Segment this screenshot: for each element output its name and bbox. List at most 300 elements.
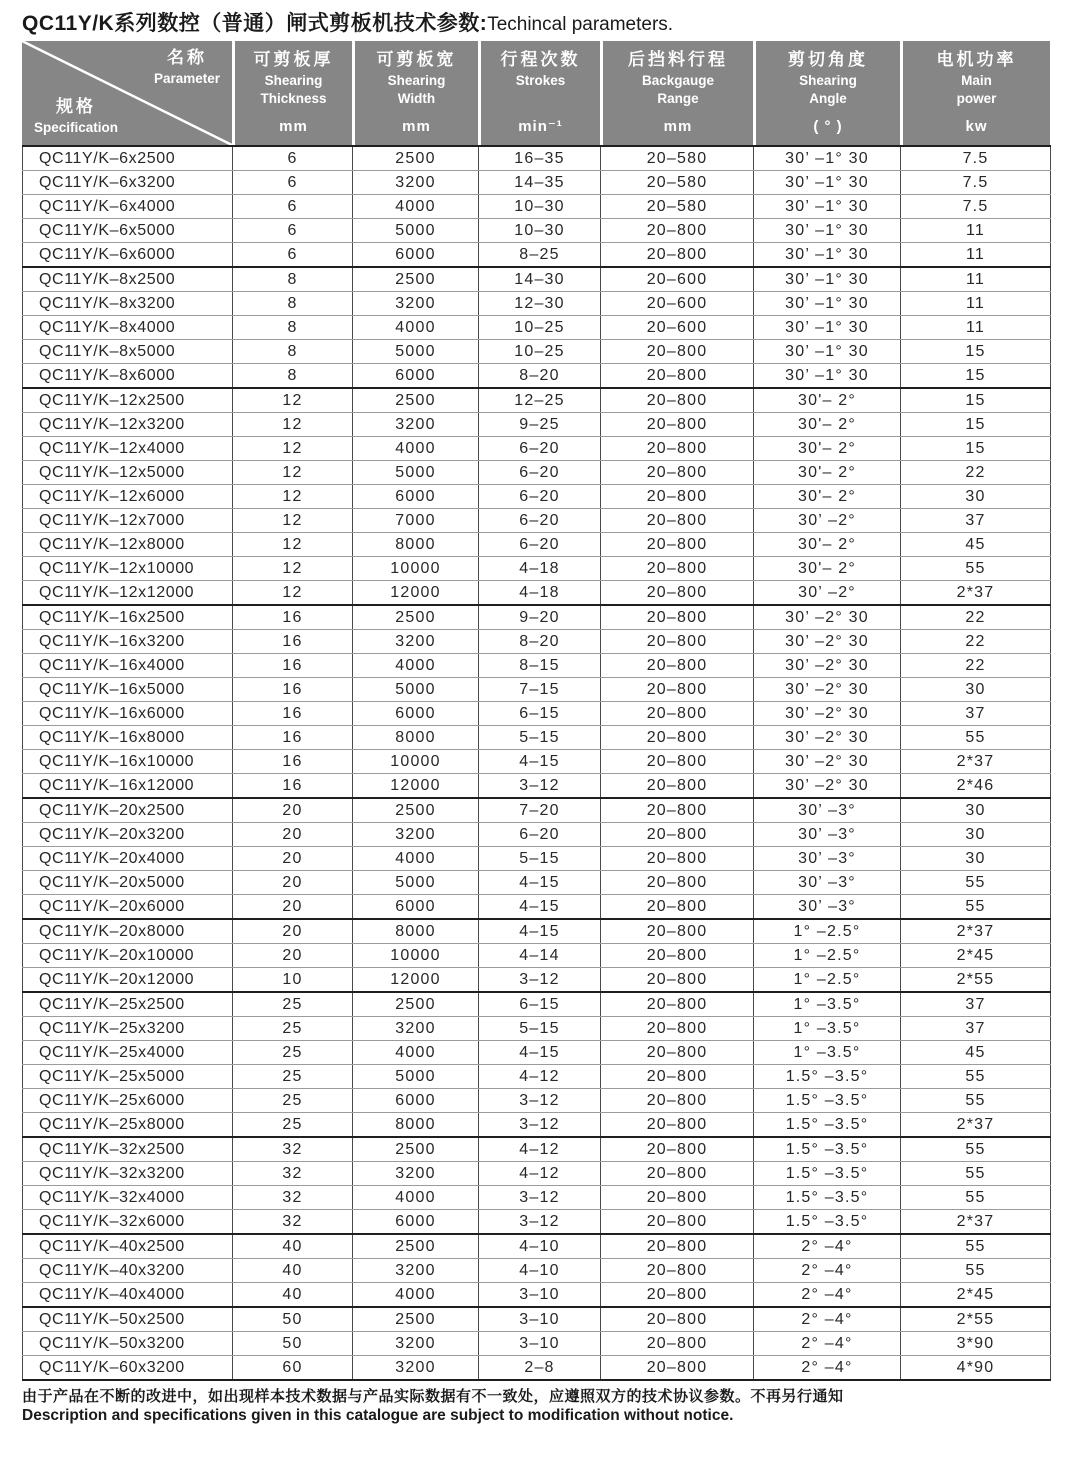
cell-main-power: 15: [901, 413, 1051, 437]
cell-shearing-thickness: 40: [233, 1259, 353, 1283]
cell-shearing-angle: 2° –4°: [754, 1283, 901, 1308]
cell-strokes: 3–10: [479, 1283, 601, 1308]
cell-strokes: 6–20: [479, 485, 601, 509]
header-unit: mm: [279, 118, 308, 135]
cell-shearing-angle: 30'– 2°: [754, 388, 901, 413]
cell-specification: QC11Y/K–16x4000: [23, 654, 233, 678]
cell-main-power: 2*37: [901, 919, 1051, 944]
cell-backgauge-range: 20–800: [601, 871, 754, 895]
cell-shearing-thickness: 32: [233, 1210, 353, 1235]
table-row: [23, 1065, 1051, 1089]
cell-shearing-angle: 1.5° –3.5°: [754, 1162, 901, 1186]
cell-strokes: 4–15: [479, 895, 601, 920]
cell-backgauge-range: 20–580: [601, 146, 754, 171]
cell-main-power: 7.5: [901, 146, 1051, 171]
corner-specification-en: Specification: [34, 120, 119, 136]
header-cell-shearing-thickness: [232, 41, 352, 145]
cell-shearing-width: 4000: [353, 195, 479, 219]
cell-main-power: 4*90: [901, 1356, 1051, 1381]
cell-shearing-thickness: 20: [233, 798, 353, 823]
table-row: [23, 1017, 1051, 1041]
cell-backgauge-range: 20–800: [601, 1162, 754, 1186]
cell-backgauge-range: 20–600: [601, 316, 754, 340]
cell-shearing-angle: 30’ –2° 30: [754, 774, 901, 799]
parameters-table-body-wrap: [22, 145, 1051, 1381]
cell-shearing-angle: 1° –2.5°: [754, 919, 901, 944]
cell-shearing-thickness: 16: [233, 726, 353, 750]
cell-shearing-angle: 30'– 2°: [754, 485, 901, 509]
header-en: Strokes: [515, 73, 566, 89]
cell-shearing-width: 2500: [353, 1137, 479, 1162]
cell-shearing-width: 3200: [353, 171, 479, 195]
cell-main-power: 2*37: [901, 1210, 1051, 1235]
header-zh: 剪切角度: [788, 50, 868, 69]
cell-main-power: 55: [901, 1186, 1051, 1210]
cell-backgauge-range: 20–800: [601, 1234, 754, 1259]
cell-main-power: 2*37: [901, 750, 1051, 774]
cell-specification: QC11Y/K–20x8000: [23, 919, 233, 944]
cell-backgauge-range: 20–800: [601, 1017, 754, 1041]
cell-shearing-thickness: 12: [233, 485, 353, 509]
cell-specification: QC11Y/K–12x12000: [23, 581, 233, 606]
cell-shearing-angle: 30’ –1° 30: [754, 146, 901, 171]
cell-shearing-thickness: 25: [233, 992, 353, 1017]
cell-shearing-thickness: 32: [233, 1137, 353, 1162]
cell-shearing-angle: 30’ –2° 30: [754, 702, 901, 726]
cell-backgauge-range: 20–800: [601, 388, 754, 413]
cell-shearing-width: 4000: [353, 1283, 479, 1308]
cell-main-power: 37: [901, 702, 1051, 726]
cell-strokes: 3–12: [479, 1210, 601, 1235]
table-row: [23, 1089, 1051, 1113]
cell-shearing-width: 6000: [353, 1089, 479, 1113]
cell-backgauge-range: 20–800: [601, 1332, 754, 1356]
cell-specification: QC11Y/K–16x12000: [23, 774, 233, 799]
header-zh: 行程次数: [500, 50, 581, 69]
table-row: [23, 485, 1051, 509]
cell-strokes: 16–35: [479, 146, 601, 171]
cell-specification: QC11Y/K–50x2500: [23, 1307, 233, 1332]
cell-shearing-thickness: 8: [233, 316, 353, 340]
cell-specification: QC11Y/K–6x4000: [23, 195, 233, 219]
cell-strokes: 5–15: [479, 726, 601, 750]
cell-main-power: 11: [901, 292, 1051, 316]
cell-shearing-angle: 30'– 2°: [754, 533, 901, 557]
cell-shearing-thickness: 8: [233, 267, 353, 292]
cell-backgauge-range: 20–800: [601, 219, 754, 243]
cell-main-power: 15: [901, 437, 1051, 461]
header-cell-shearing-angle: [753, 41, 900, 145]
cell-shearing-width: 6000: [353, 702, 479, 726]
cell-backgauge-range: 20–800: [601, 654, 754, 678]
cell-main-power: 22: [901, 630, 1051, 654]
page-title-en: Techincal parameters.: [487, 14, 674, 35]
cell-shearing-width: 2500: [353, 1234, 479, 1259]
cell-shearing-thickness: 12: [233, 413, 353, 437]
cell-strokes: 10–30: [479, 219, 601, 243]
cell-specification: QC11Y/K–25x8000: [23, 1113, 233, 1138]
cell-shearing-angle: 30’ –2° 30: [754, 654, 901, 678]
cell-specification: QC11Y/K–8x2500: [23, 267, 233, 292]
header-cell-strokes: [478, 41, 600, 145]
cell-specification: QC11Y/K–12x7000: [23, 509, 233, 533]
cell-shearing-thickness: 25: [233, 1089, 353, 1113]
cell-main-power: 55: [901, 1234, 1051, 1259]
table-row: [23, 702, 1051, 726]
cell-shearing-thickness: 16: [233, 630, 353, 654]
cell-strokes: 4–18: [479, 581, 601, 606]
cell-strokes: 4–15: [479, 871, 601, 895]
cell-shearing-angle: 30'– 2°: [754, 413, 901, 437]
cell-strokes: 6–15: [479, 702, 601, 726]
cell-specification: QC11Y/K–20x12000: [23, 968, 233, 993]
cell-shearing-thickness: 20: [233, 895, 353, 920]
cell-shearing-width: 2500: [353, 992, 479, 1017]
cell-main-power: 30: [901, 678, 1051, 702]
cell-main-power: 45: [901, 533, 1051, 557]
cell-shearing-angle: 1° –3.5°: [754, 992, 901, 1017]
cell-specification: QC11Y/K–6x5000: [23, 219, 233, 243]
cell-shearing-angle: 30’ –2° 30: [754, 630, 901, 654]
table-row: [23, 292, 1051, 316]
table-row: [23, 1162, 1051, 1186]
header-zh: 后挡料行程: [628, 50, 728, 69]
cell-shearing-angle: 1° –3.5°: [754, 1017, 901, 1041]
cell-main-power: 30: [901, 847, 1051, 871]
corner-specification-label: [34, 97, 118, 137]
cell-strokes: 4–15: [479, 750, 601, 774]
cell-shearing-thickness: 32: [233, 1186, 353, 1210]
cell-specification: QC11Y/K–20x10000: [23, 944, 233, 968]
cell-strokes: 4–10: [479, 1234, 601, 1259]
cell-shearing-angle: 30’ –1° 30: [754, 267, 901, 292]
cell-backgauge-range: 20–600: [601, 267, 754, 292]
table-row: [23, 316, 1051, 340]
cell-shearing-width: 8000: [353, 1113, 479, 1138]
cell-shearing-thickness: 50: [233, 1307, 353, 1332]
cell-strokes: 3–12: [479, 1089, 601, 1113]
cell-shearing-width: 8000: [353, 919, 479, 944]
cell-strokes: 5–15: [479, 847, 601, 871]
table-row: [23, 1259, 1051, 1283]
cell-main-power: 37: [901, 992, 1051, 1017]
cell-shearing-thickness: 12: [233, 461, 353, 485]
cell-specification: QC11Y/K–20x5000: [23, 871, 233, 895]
cell-shearing-angle: 30’ –1° 30: [754, 171, 901, 195]
cell-shearing-thickness: 16: [233, 605, 353, 630]
cell-main-power: 11: [901, 316, 1051, 340]
table-row: [23, 823, 1051, 847]
cell-main-power: 30: [901, 485, 1051, 509]
table-row: [23, 726, 1051, 750]
cell-shearing-width: 10000: [353, 750, 479, 774]
table-row: [23, 654, 1051, 678]
cell-specification: QC11Y/K–25x6000: [23, 1089, 233, 1113]
cell-main-power: 7.5: [901, 195, 1051, 219]
cell-shearing-thickness: 6: [233, 219, 353, 243]
cell-main-power: 11: [901, 267, 1051, 292]
cell-specification: QC11Y/K–12x4000: [23, 437, 233, 461]
cell-shearing-width: 2500: [353, 146, 479, 171]
cell-shearing-thickness: 6: [233, 171, 353, 195]
table-header: [22, 41, 1050, 145]
cell-shearing-width: 2500: [353, 267, 479, 292]
cell-shearing-width: 3200: [353, 1356, 479, 1381]
cell-specification: QC11Y/K–6x3200: [23, 171, 233, 195]
cell-shearing-angle: 30’ –2° 30: [754, 678, 901, 702]
table-row: [23, 195, 1051, 219]
cell-strokes: 7–20: [479, 798, 601, 823]
cell-specification: QC11Y/K–8x5000: [23, 340, 233, 364]
header-unit: mm: [402, 118, 431, 135]
cell-main-power: 30: [901, 798, 1051, 823]
table-row: [23, 388, 1051, 413]
table-row: [23, 1356, 1051, 1381]
cell-shearing-thickness: 20: [233, 919, 353, 944]
cell-backgauge-range: 20–800: [601, 413, 754, 437]
cell-backgauge-range: 20–800: [601, 919, 754, 944]
cell-specification: QC11Y/K–20x4000: [23, 847, 233, 871]
cell-strokes: 6–20: [479, 533, 601, 557]
cell-shearing-width: 8000: [353, 533, 479, 557]
cell-specification: QC11Y/K–25x5000: [23, 1065, 233, 1089]
cell-shearing-thickness: 16: [233, 654, 353, 678]
cell-shearing-width: 5000: [353, 871, 479, 895]
cell-shearing-angle: 1.5° –3.5°: [754, 1210, 901, 1235]
header-unit: mm: [663, 118, 693, 135]
cell-shearing-width: 12000: [353, 968, 479, 993]
cell-shearing-width: 12000: [353, 774, 479, 799]
cell-shearing-width: 3200: [353, 1259, 479, 1283]
cell-shearing-width: 2500: [353, 388, 479, 413]
cell-backgauge-range: 20–800: [601, 895, 754, 920]
cell-specification: QC11Y/K–16x3200: [23, 630, 233, 654]
cell-backgauge-range: 20–800: [601, 630, 754, 654]
header-en: Shearing Width: [387, 73, 446, 106]
cell-main-power: 11: [901, 219, 1051, 243]
cell-shearing-angle: 2° –4°: [754, 1356, 901, 1381]
cell-shearing-angle: 2° –4°: [754, 1234, 901, 1259]
cell-shearing-thickness: 12: [233, 557, 353, 581]
cell-shearing-width: 10000: [353, 944, 479, 968]
cell-shearing-width: 8000: [353, 726, 479, 750]
cell-main-power: 37: [901, 509, 1051, 533]
header-cell-shearing-width: [352, 41, 478, 145]
table-row: [23, 1113, 1051, 1138]
cell-specification: QC11Y/K–12x5000: [23, 461, 233, 485]
header-zh: 可剪板厚: [253, 50, 334, 69]
cell-shearing-width: 3200: [353, 1162, 479, 1186]
cell-shearing-thickness: 6: [233, 146, 353, 171]
cell-specification: QC11Y/K–20x2500: [23, 798, 233, 823]
cell-backgauge-range: 20–800: [601, 340, 754, 364]
cell-shearing-width: 5000: [353, 219, 479, 243]
cell-shearing-thickness: 12: [233, 533, 353, 557]
cell-specification: QC11Y/K–40x3200: [23, 1259, 233, 1283]
cell-strokes: 4–12: [479, 1137, 601, 1162]
cell-main-power: 55: [901, 895, 1051, 920]
cell-specification: QC11Y/K–25x4000: [23, 1041, 233, 1065]
cell-backgauge-range: 20–800: [601, 1041, 754, 1065]
cell-shearing-angle: 30’ –2° 30: [754, 750, 901, 774]
cell-backgauge-range: 20–800: [601, 1259, 754, 1283]
table-row: [23, 678, 1051, 702]
cell-strokes: 6–20: [479, 437, 601, 461]
cell-backgauge-range: 20–800: [601, 1307, 754, 1332]
cell-main-power: 2*55: [901, 1307, 1051, 1332]
cell-main-power: 55: [901, 1259, 1051, 1283]
cell-shearing-width: 3200: [353, 1017, 479, 1041]
cell-shearing-width: 6000: [353, 1210, 479, 1235]
cell-shearing-width: 4000: [353, 437, 479, 461]
cell-main-power: 11: [901, 243, 1051, 268]
corner-parameter-zh: 名称: [166, 48, 207, 67]
table-row: [23, 1186, 1051, 1210]
cell-shearing-width: 5000: [353, 340, 479, 364]
cell-strokes: 12–25: [479, 388, 601, 413]
cell-shearing-width: 4000: [353, 316, 479, 340]
header-en: Shearing Angle: [799, 73, 857, 106]
cell-backgauge-range: 20–800: [601, 581, 754, 606]
cell-shearing-angle: 30’ –1° 30: [754, 340, 901, 364]
cell-main-power: 2*55: [901, 968, 1051, 993]
cell-shearing-thickness: 25: [233, 1017, 353, 1041]
cell-shearing-thickness: 8: [233, 292, 353, 316]
cell-shearing-width: 2500: [353, 605, 479, 630]
cell-backgauge-range: 20–800: [601, 1356, 754, 1381]
table-row: [23, 146, 1051, 171]
cell-specification: QC11Y/K–12x10000: [23, 557, 233, 581]
cell-shearing-angle: 30’ –1° 30: [754, 195, 901, 219]
cell-shearing-width: 3200: [353, 292, 479, 316]
cell-backgauge-range: 20–800: [601, 509, 754, 533]
header-unit: min⁻¹: [518, 118, 563, 135]
cell-main-power: 15: [901, 364, 1051, 389]
page-title-zh: QC11Y/K系列数控（普通）闸式剪板机技术参数:: [22, 12, 488, 35]
cell-shearing-angle: 2° –4°: [754, 1307, 901, 1332]
header-en: Backgauge Range: [641, 73, 715, 106]
cell-shearing-thickness: 12: [233, 509, 353, 533]
cell-main-power: 2*37: [901, 581, 1051, 606]
cell-shearing-thickness: 16: [233, 774, 353, 799]
cell-shearing-angle: 1.5° –3.5°: [754, 1089, 901, 1113]
cell-specification: QC11Y/K–16x2500: [23, 605, 233, 630]
cell-strokes: 4–15: [479, 919, 601, 944]
cell-strokes: 10–30: [479, 195, 601, 219]
table-row: [23, 847, 1051, 871]
cell-backgauge-range: 20–800: [601, 750, 754, 774]
cell-strokes: 2–8: [479, 1356, 601, 1381]
cell-shearing-angle: 30'– 2°: [754, 437, 901, 461]
header-zh: 可剪板宽: [376, 50, 457, 69]
cell-shearing-angle: 30’ –3°: [754, 871, 901, 895]
cell-shearing-width: 3200: [353, 630, 479, 654]
cell-shearing-thickness: 16: [233, 750, 353, 774]
cell-strokes: 7–15: [479, 678, 601, 702]
cell-shearing-thickness: 40: [233, 1283, 353, 1308]
cell-shearing-angle: 30’ –3°: [754, 895, 901, 920]
cell-shearing-thickness: 32: [233, 1162, 353, 1186]
cell-shearing-angle: 30’ –1° 30: [754, 292, 901, 316]
cell-backgauge-range: 20–800: [601, 823, 754, 847]
corner-parameter-label: [154, 48, 220, 88]
cell-backgauge-range: 20–800: [601, 992, 754, 1017]
cell-shearing-angle: 2° –4°: [754, 1259, 901, 1283]
cell-shearing-width: 5000: [353, 1065, 479, 1089]
cell-shearing-angle: 30’ –1° 30: [754, 316, 901, 340]
header-cell-backgauge-range: [600, 41, 753, 145]
cell-backgauge-range: 20–800: [601, 1089, 754, 1113]
table-row: [23, 798, 1051, 823]
cell-strokes: 4–18: [479, 557, 601, 581]
cell-shearing-width: 5000: [353, 678, 479, 702]
cell-shearing-width: 6000: [353, 895, 479, 920]
cell-strokes: 12–30: [479, 292, 601, 316]
table-row: [23, 171, 1051, 195]
cell-specification: QC11Y/K–25x2500: [23, 992, 233, 1017]
cell-main-power: 15: [901, 388, 1051, 413]
header-en: Main power: [956, 73, 997, 106]
cell-specification: QC11Y/K–40x2500: [23, 1234, 233, 1259]
table-row: [23, 243, 1051, 268]
table-row: [23, 630, 1051, 654]
cell-strokes: 9–25: [479, 413, 601, 437]
cell-strokes: 6–20: [479, 461, 601, 485]
cell-shearing-angle: 30’ –2° 30: [754, 605, 901, 630]
cell-shearing-angle: 30’ –2° 30: [754, 726, 901, 750]
cell-main-power: 55: [901, 1162, 1051, 1186]
cell-shearing-width: 2500: [353, 1307, 479, 1332]
header-cell-main-power: [900, 41, 1050, 145]
cell-shearing-thickness: 25: [233, 1065, 353, 1089]
cell-backgauge-range: 20–800: [601, 364, 754, 389]
cell-strokes: 5–15: [479, 1017, 601, 1041]
cell-shearing-thickness: 16: [233, 678, 353, 702]
cell-specification: QC11Y/K–20x6000: [23, 895, 233, 920]
cell-backgauge-range: 20–800: [601, 461, 754, 485]
cell-specification: QC11Y/K–6x6000: [23, 243, 233, 268]
cell-backgauge-range: 20–580: [601, 195, 754, 219]
table-row: [23, 219, 1051, 243]
corner-specification-zh: 规格: [56, 97, 97, 117]
cell-strokes: 6–15: [479, 992, 601, 1017]
table-row: [23, 413, 1051, 437]
cell-shearing-thickness: 16: [233, 702, 353, 726]
cell-strokes: 8–20: [479, 364, 601, 389]
cell-shearing-width: 3200: [353, 1332, 479, 1356]
cell-shearing-angle: 1.5° –3.5°: [754, 1137, 901, 1162]
footer-note-zh: 由于产品在不断的改进中，如出现样本技术数据与产品实际数据有不一致处，应遵照双方的技术协议参数。不再另行通知: [22, 1388, 844, 1405]
cell-backgauge-range: 20–800: [601, 798, 754, 823]
cell-specification: QC11Y/K–32x4000: [23, 1186, 233, 1210]
cell-shearing-angle: 30'– 2°: [754, 461, 901, 485]
cell-specification: QC11Y/K–12x3200: [23, 413, 233, 437]
cell-specification: QC11Y/K–6x2500: [23, 146, 233, 171]
cell-shearing-thickness: 8: [233, 364, 353, 389]
cell-backgauge-range: 20–800: [601, 1065, 754, 1089]
cell-backgauge-range: 20–600: [601, 292, 754, 316]
cell-shearing-width: 3200: [353, 823, 479, 847]
cell-backgauge-range: 20–800: [601, 678, 754, 702]
cell-specification: QC11Y/K–40x4000: [23, 1283, 233, 1308]
cell-main-power: 55: [901, 1065, 1051, 1089]
cell-shearing-thickness: 20: [233, 871, 353, 895]
cell-shearing-thickness: 12: [233, 437, 353, 461]
cell-strokes: 8–15: [479, 654, 601, 678]
cell-specification: QC11Y/K–12x8000: [23, 533, 233, 557]
table-row: [23, 1137, 1051, 1162]
cell-specification: QC11Y/K–12x6000: [23, 485, 233, 509]
